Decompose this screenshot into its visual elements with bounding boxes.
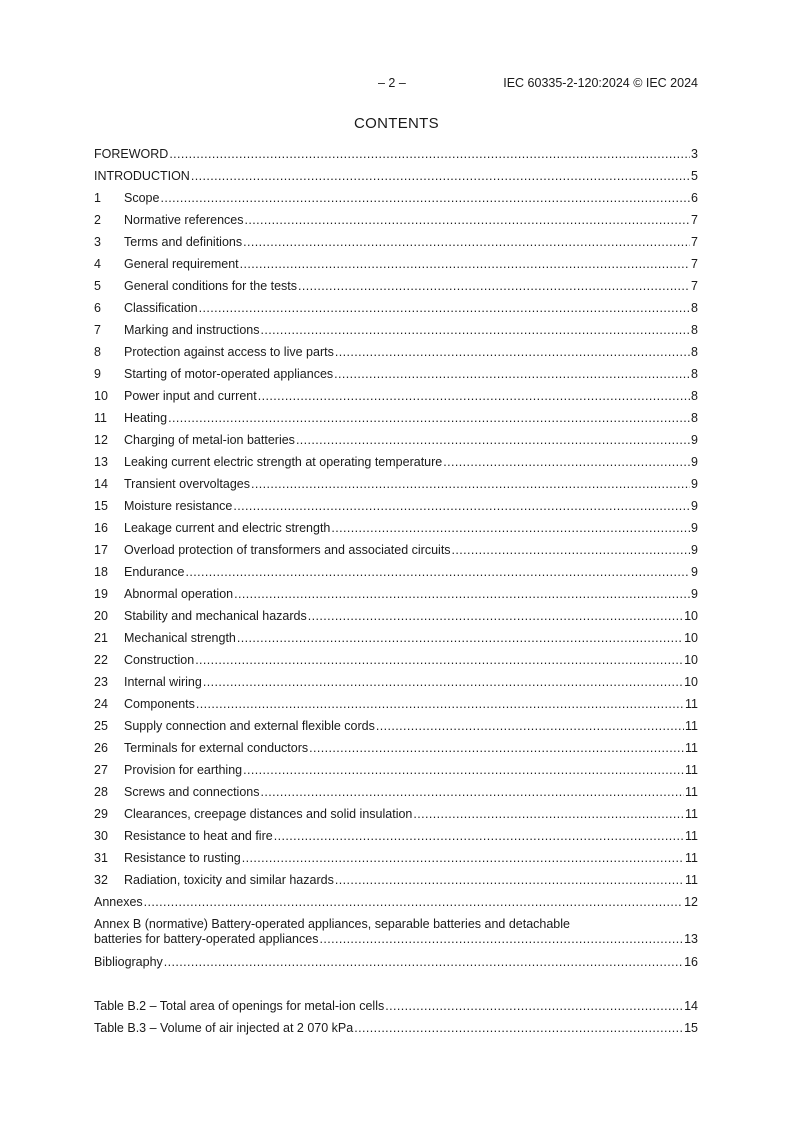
toc-clause-entry[interactable]: [94, 235, 698, 257]
leader-dots: [243, 235, 690, 249]
toc-clause-entry[interactable]: [94, 389, 698, 411]
toc-clause-entry[interactable]: [94, 367, 698, 389]
toc-entry-foreword[interactable]: [94, 147, 698, 169]
toc-clause-entry[interactable]: [94, 257, 698, 279]
toc-clause-label: Scope: [124, 191, 160, 205]
clause-number: 7: [94, 323, 101, 337]
leader-dots: [233, 499, 690, 513]
toc-clause-label: Moisture resistance: [124, 499, 233, 513]
clause-number: 12: [94, 433, 108, 447]
toc-clause-label: Endurance: [124, 565, 185, 579]
toc-entry-bibliography[interactable]: [94, 955, 698, 977]
toc-clause-label: Protection against access to live parts: [124, 345, 334, 359]
toc-entry-page: 12: [684, 895, 698, 909]
leader-dots: [376, 719, 684, 733]
toc-clause-page: 8: [691, 301, 698, 315]
toc-entry-page: 5: [691, 169, 698, 183]
toc-clause-page: 11: [685, 741, 698, 755]
clause-number: 3: [94, 235, 101, 249]
clause-number: 17: [94, 543, 108, 557]
clause-number: 19: [94, 587, 108, 601]
clause-number: 4: [94, 257, 101, 271]
toc-clause-label: Marking and instructions: [124, 323, 260, 337]
toc-clause-entry[interactable]: [94, 631, 698, 653]
toc-clause-page: 9: [691, 587, 698, 601]
leader-dots: [251, 477, 690, 491]
toc-clause-entry[interactable]: [94, 653, 698, 675]
leader-dots: [164, 955, 683, 969]
toc-clause-entry[interactable]: [94, 741, 698, 763]
clause-number: 23: [94, 675, 108, 689]
toc-entry-annexes[interactable]: [94, 895, 698, 917]
leader-dots: [199, 301, 690, 315]
toc-clause-entry[interactable]: [94, 807, 698, 829]
toc-table-list: [94, 999, 698, 1043]
leader-dots: [354, 1021, 683, 1035]
toc-clause-page: 9: [691, 477, 698, 491]
leader-dots: [169, 147, 690, 161]
leader-dots: [242, 851, 684, 865]
toc-clause-page: 11: [685, 697, 698, 711]
toc-clause-page: 10: [684, 675, 698, 689]
clause-number: 30: [94, 829, 108, 843]
toc-clause-entry[interactable]: [94, 499, 698, 521]
leader-dots: [309, 741, 684, 755]
toc-clause-label: Overload protection of transformers and associated circuits: [124, 543, 451, 557]
toc-clause-entry[interactable]: [94, 609, 698, 631]
toc-clause-label: Charging of metal-ion batteries: [124, 433, 295, 447]
toc-entry-introduction[interactable]: [94, 169, 698, 191]
toc-clause-label: Provision for earthing: [124, 763, 243, 777]
leader-dots: [196, 697, 684, 711]
leader-dots: [237, 631, 683, 645]
toc-clause-entry[interactable]: [94, 477, 698, 499]
toc-clause-page: 8: [691, 411, 698, 425]
clause-number: 11: [94, 411, 107, 425]
toc-clause-label: Terms and definitions: [124, 235, 243, 249]
leader-dots: [243, 763, 684, 777]
toc-clause-entry[interactable]: [94, 411, 698, 433]
toc-clause-page: 10: [684, 653, 698, 667]
toc-clause-entry[interactable]: [94, 345, 698, 367]
toc-clause-page: 9: [691, 543, 698, 557]
clause-number: 26: [94, 741, 108, 755]
toc-clause-page: 11: [685, 719, 698, 733]
leader-dots: [274, 829, 684, 843]
toc-clause-page: 8: [691, 367, 698, 381]
table-of-contents: [94, 147, 698, 1043]
page-number: – 2 –: [378, 76, 406, 90]
toc-clause-page: 9: [691, 521, 698, 535]
toc-clause-entry[interactable]: [94, 433, 698, 455]
leader-dots: [296, 433, 690, 447]
leader-dots: [234, 587, 690, 601]
toc-clause-entry[interactable]: [94, 521, 698, 543]
toc-clause-page: 11: [685, 807, 698, 821]
toc-entry-label: Bibliography: [94, 955, 163, 969]
toc-clause-label: Clearances, creepage distances and solid insulation: [124, 807, 413, 821]
toc-clause-label: Abnormal operation: [124, 587, 234, 601]
toc-entry-label-line1: Annex B (normative) Battery-operated appliances, separable batteries and detachable: [94, 917, 570, 931]
clause-number: 28: [94, 785, 108, 799]
leader-dots: [334, 367, 690, 381]
toc-clause-page: 8: [691, 389, 698, 403]
toc-table-page: 14: [684, 999, 698, 1013]
toc-clause-entry[interactable]: [94, 675, 698, 697]
toc-clause-entry[interactable]: [94, 543, 698, 565]
toc-clause-page: 9: [691, 565, 698, 579]
toc-clause-label: Internal wiring: [124, 675, 202, 689]
clause-number: 8: [94, 345, 101, 359]
leader-dots: [168, 411, 690, 425]
toc-clause-label: Radiation, toxicity and similar hazards: [124, 873, 334, 887]
clause-number: 16: [94, 521, 108, 535]
leader-dots: [240, 257, 690, 271]
leader-dots: [413, 807, 684, 821]
toc-clause-entry[interactable]: [94, 785, 698, 807]
clause-number: 10: [94, 389, 108, 403]
clause-number: 14: [94, 477, 108, 491]
clause-number: 6: [94, 301, 101, 315]
toc-clause-entry[interactable]: [94, 763, 698, 785]
toc-clause-page: 7: [691, 257, 698, 271]
clause-number: 15: [94, 499, 108, 513]
page-header: [94, 76, 698, 92]
toc-clause-page: 11: [685, 763, 698, 777]
leader-dots: [335, 345, 690, 359]
toc-clause-page: 11: [685, 873, 698, 887]
toc-clause-label: Starting of motor-operated appliances: [124, 367, 334, 381]
toc-entry-page: 13: [684, 932, 698, 946]
leader-dots: [260, 323, 690, 337]
clause-number: 22: [94, 653, 108, 667]
leader-dots: [443, 455, 690, 469]
toc-clause-page: 11: [685, 829, 698, 843]
clause-number: 9: [94, 367, 101, 381]
leader-dots: [185, 565, 690, 579]
toc-clause-entry[interactable]: [94, 565, 698, 587]
toc-clause-label: Power input and current: [124, 389, 257, 403]
toc-entry-label: Annexes: [94, 895, 143, 909]
toc-clause-entry[interactable]: [94, 191, 698, 213]
toc-clause-entry[interactable]: [94, 851, 698, 873]
leader-dots: [258, 389, 690, 403]
toc-entry-label: FOREWORD: [94, 147, 169, 161]
leader-dots: [203, 675, 683, 689]
toc-clause-label: Screws and connections: [124, 785, 260, 799]
clause-number: 1: [94, 191, 101, 205]
toc-clause-entry[interactable]: [94, 697, 698, 719]
toc-clause-entry[interactable]: [94, 213, 698, 235]
leader-dots: [331, 521, 690, 535]
toc-clause-label: Leakage current and electric strength: [124, 521, 331, 535]
clause-number: 29: [94, 807, 108, 821]
toc-clause-label: Normative references: [124, 213, 244, 227]
toc-clause-entry[interactable]: [94, 279, 698, 301]
clause-number: 31: [94, 851, 108, 865]
toc-clause-list: [94, 191, 698, 895]
toc-entry-page: 3: [691, 147, 698, 161]
clause-number: 20: [94, 609, 108, 623]
toc-clause-entry[interactable]: [94, 455, 698, 477]
toc-entry-page: 16: [684, 955, 698, 969]
toc-clause-page: 9: [691, 433, 698, 447]
clause-number: 2: [94, 213, 101, 227]
toc-clause-label: Classification: [124, 301, 198, 315]
toc-clause-label: Resistance to heat and fire: [124, 829, 273, 843]
toc-clause-label: Construction: [124, 653, 195, 667]
toc-clause-entry[interactable]: [94, 323, 698, 345]
toc-clause-entry[interactable]: [94, 719, 698, 741]
toc-clause-page: 11: [685, 785, 698, 799]
clause-number: 5: [94, 279, 101, 293]
toc-clause-label: Transient overvoltages: [124, 477, 250, 491]
toc-table-page: 15: [684, 1021, 698, 1035]
leader-dots: [452, 543, 691, 557]
toc-clause-label: Stability and mechanical hazards: [124, 609, 307, 623]
toc-clause-label: Supply connection and external flexible cords: [124, 719, 375, 733]
toc-table-label: Table B.3 – Volume of air injected at 2 070 kPa: [94, 1021, 354, 1035]
section-gap: [94, 977, 698, 999]
leader-dots: [261, 785, 685, 799]
leader-dots: [385, 999, 683, 1013]
leader-dots: [144, 895, 683, 909]
toc-clause-page: 9: [691, 499, 698, 513]
toc-clause-label: Terminals for external conductors: [124, 741, 309, 755]
toc-clause-page: 7: [691, 279, 698, 293]
toc-clause-page: 7: [691, 213, 698, 227]
clause-number: 27: [94, 763, 108, 777]
clause-number: 25: [94, 719, 108, 733]
page-title: CONTENTS: [354, 115, 439, 132]
leader-dots: [160, 191, 690, 205]
toc-table-entry[interactable]: [94, 999, 698, 1021]
toc-entry-label: INTRODUCTION: [94, 169, 190, 183]
toc-clause-page: 8: [691, 323, 698, 337]
toc-clause-page: 10: [684, 609, 698, 623]
leader-dots: [245, 213, 691, 227]
toc-clause-page: 8: [691, 345, 698, 359]
leader-dots: [308, 609, 683, 623]
leader-dots: [191, 169, 690, 183]
clause-number: 18: [94, 565, 108, 579]
toc-clause-label: General requirement: [124, 257, 239, 271]
toc-clause-label: Heating: [124, 411, 168, 425]
toc-entry-annex-b[interactable]: [94, 917, 698, 955]
toc-clause-page: 9: [691, 455, 698, 469]
leader-dots: [298, 279, 690, 293]
toc-clause-entry[interactable]: [94, 587, 698, 609]
toc-table-entry[interactable]: [94, 1021, 698, 1043]
toc-clause-page: 6: [691, 191, 698, 205]
toc-clause-label: General conditions for the tests: [124, 279, 298, 293]
toc-clause-entry[interactable]: [94, 301, 698, 323]
leader-dots: [195, 653, 683, 667]
leader-dots: [335, 873, 684, 887]
toc-clause-page: 7: [691, 235, 698, 249]
toc-clause-label: Components: [124, 697, 195, 711]
toc-clause-page: 10: [684, 631, 698, 645]
clause-number: 24: [94, 697, 108, 711]
toc-clause-label: Leaking current electric strength at operating temperature: [124, 455, 443, 469]
toc-table-label: Table B.2 – Total area of openings for metal-ion cells: [94, 999, 385, 1013]
clause-number: 13: [94, 455, 108, 469]
leader-dots: [319, 932, 683, 946]
document-id: IEC 60335-2-120:2024 © IEC 2024: [503, 76, 698, 90]
toc-clause-label: Mechanical strength: [124, 631, 236, 645]
toc-clause-page: 11: [685, 851, 698, 865]
clause-number: 21: [94, 631, 108, 645]
toc-clause-entry[interactable]: [94, 873, 698, 895]
toc-clause-label: Resistance to rusting: [124, 851, 241, 865]
toc-clause-entry[interactable]: [94, 829, 698, 851]
toc-entry-label-line2: batteries for battery-operated appliances: [94, 932, 319, 946]
clause-number: 32: [94, 873, 108, 887]
